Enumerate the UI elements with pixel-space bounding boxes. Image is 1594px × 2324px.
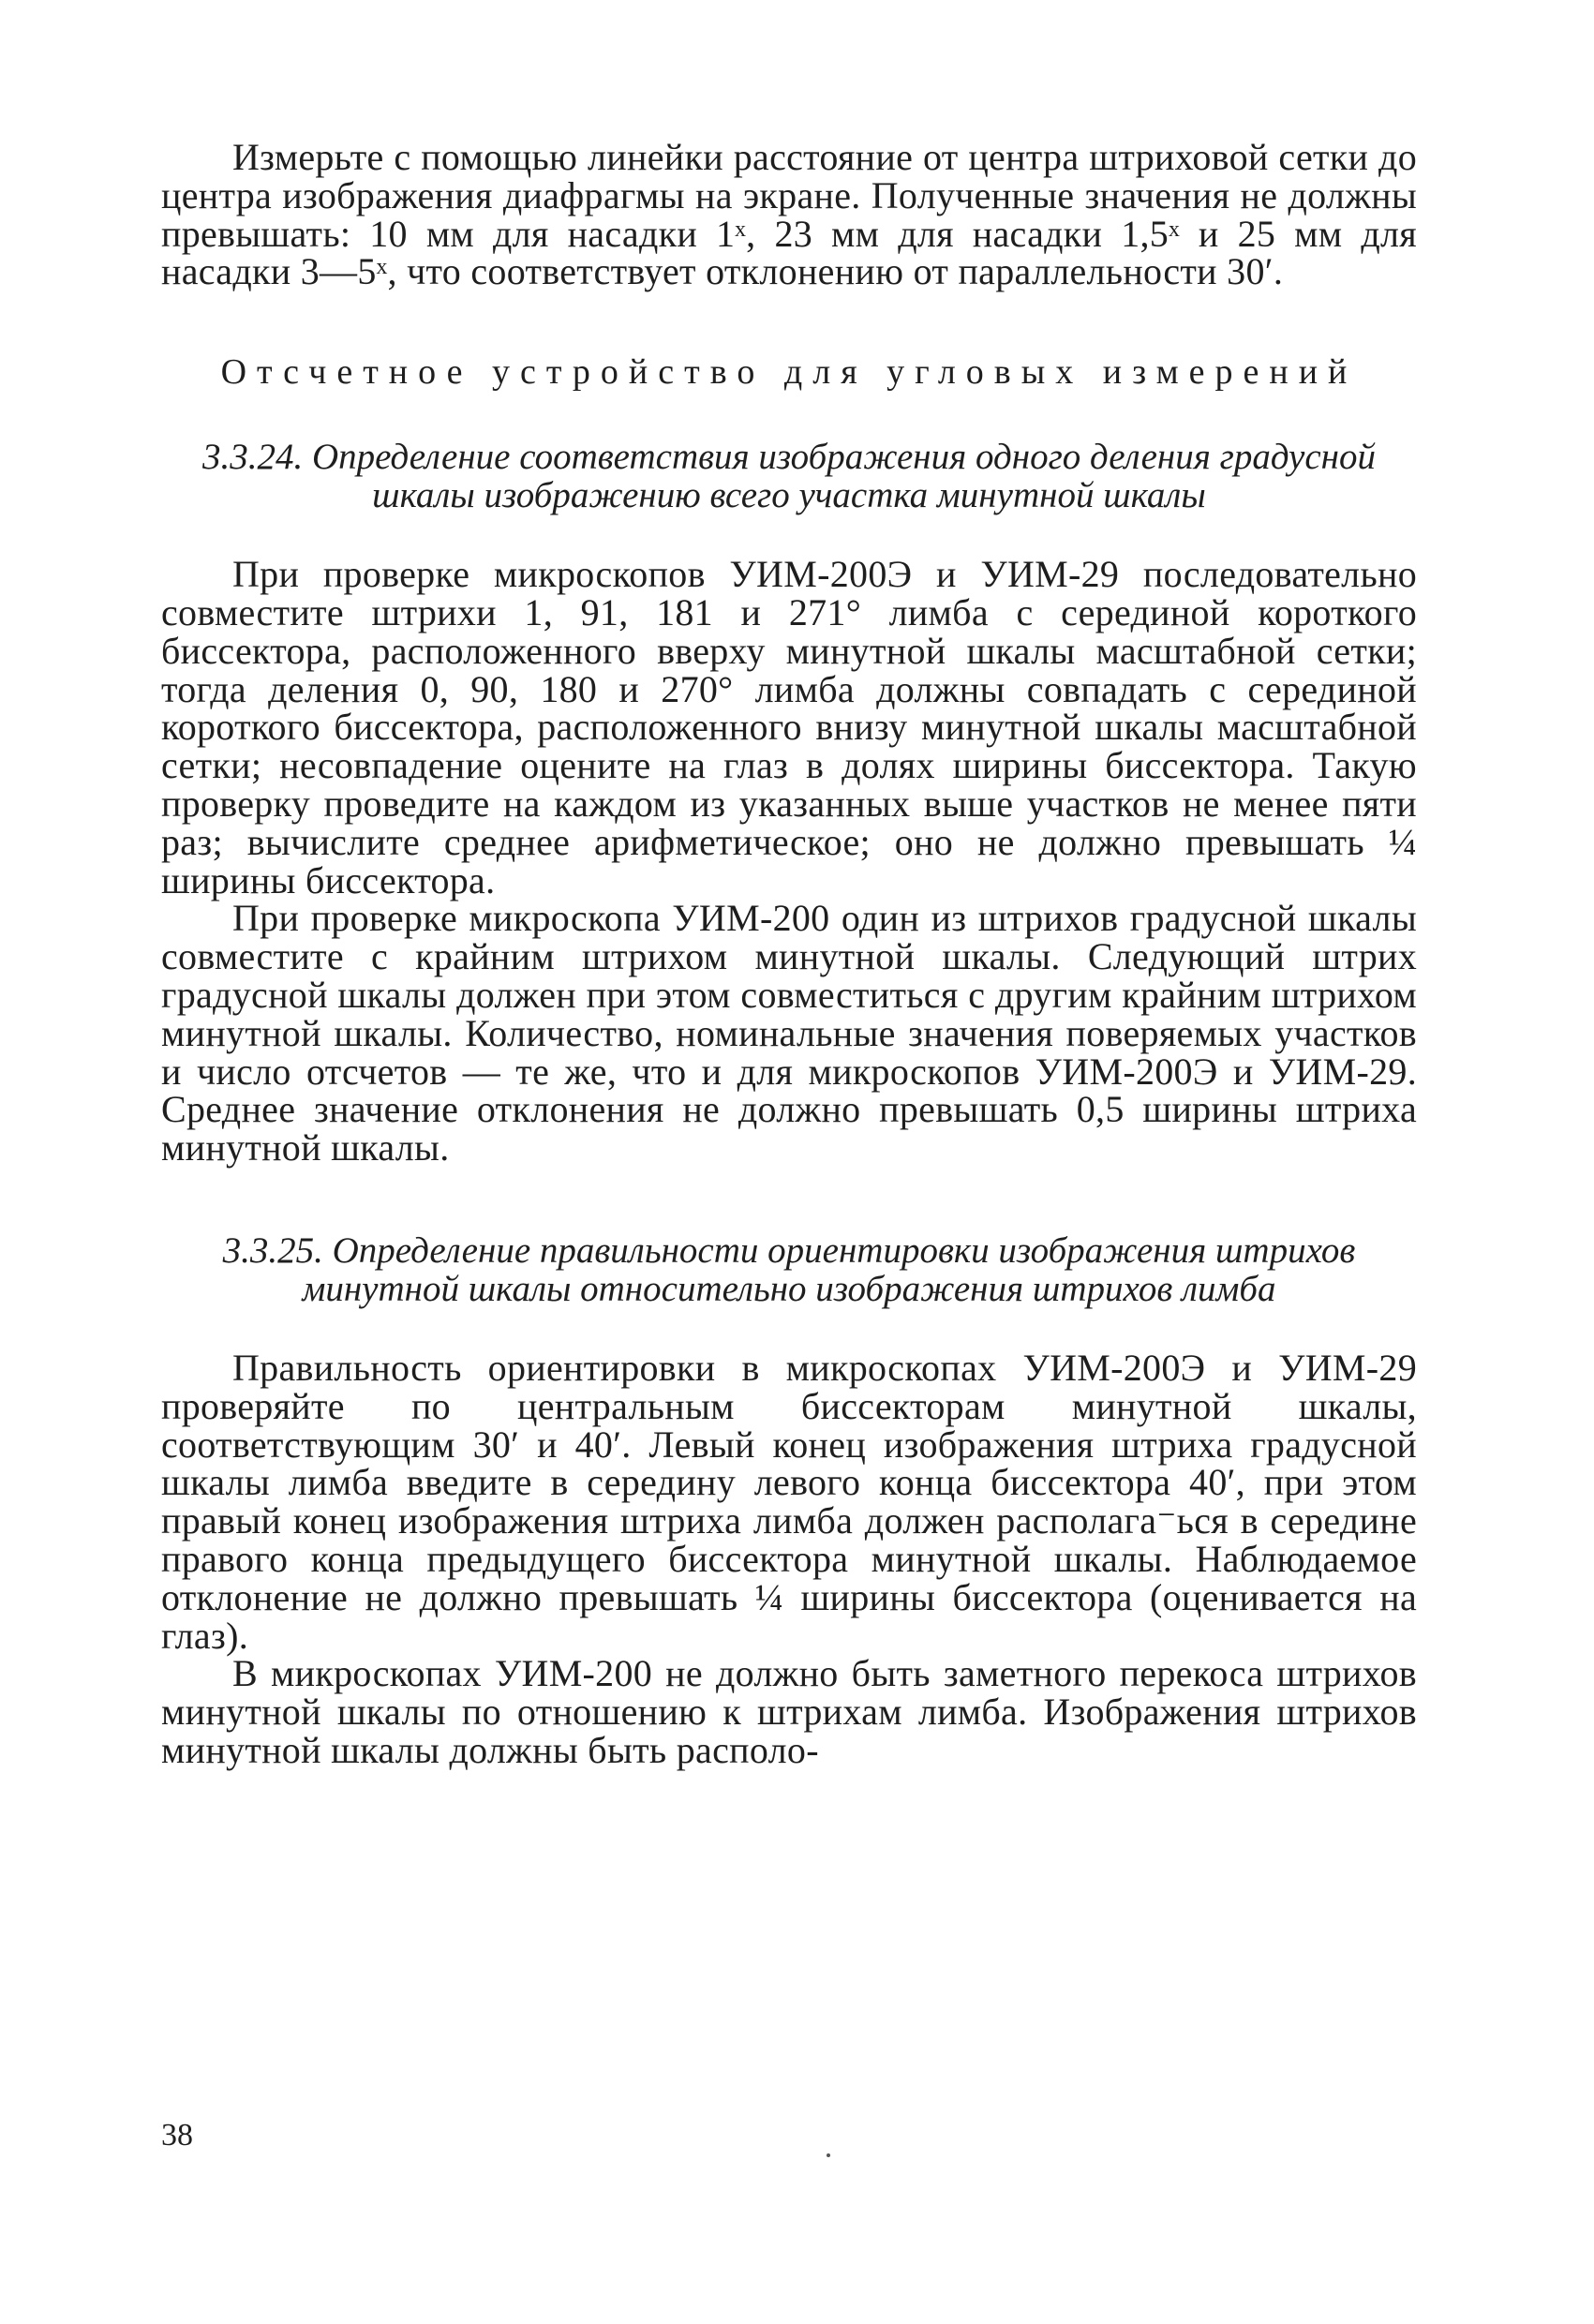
subsection-3-3-24-paragraph-1: При проверке микроскопов УИМ-200Э и УИМ-29 последовательно совместите штрихи 1, 91, 181 и 271° лимба с серединой короткого биссектора, расположенного вверху минутной шкалы масштабной сетки; тогда деления 0, 90, 180 и 270° лимба должны совпадать с серединой короткого биссектора, расположенного внизу минутной шкалы масштабной сетки; несовпадение оцените на глаз в долях ширины биссектора. Такую проверку проведите на каждом из указанных выше участков не менее пяти раз; вычислите среднее арифметическое; оно не должно превышать ¼ ширины биссектора. xyxy=(161,553,1417,901)
page-number: 38 xyxy=(161,2118,193,2153)
subsection-heading-3-3-24: 3.3.24. Определение соответствия изображения одного деления градусной шкалы изображению всего участка минутной шкалы xyxy=(202,437,1376,516)
text-column xyxy=(161,136,1417,1771)
subsection-3-3-25-paragraph-2: В микроскопах УИМ-200 не должно быть заметного перекоса штрихов минутной шкалы по отношению к штрихам лимба. Изображения штрихов минутной шкалы должны быть располо- xyxy=(161,1652,1417,1771)
subsection-3-3-24-paragraph-2: При проверке микроскопа УИМ-200 один из штрихов градусной шкалы совместите с крайним штрихом минутной шкалы. Следующий штрих градусной шкалы должен при этом совместиться с другим крайним штрихом минутной шкалы. Количество, номинальные значения поверяемых участков и число отсчетов — те же, что и для микроскопов УИМ-200Э и УИМ-29. Среднее значение отклонения не должно превышать 0,5 ширины штриха минутной шкалы. xyxy=(161,897,1417,1169)
section-heading: Отсчетное устройство для угловых измерений xyxy=(220,352,1358,393)
print-speck xyxy=(827,2153,830,2157)
subsection-3-3-25-paragraph-1: Правильность ориентировки в микроскопах УИМ-200Э и УИМ-29 проверяйте по центральным биссекторам минутной шкалы, соответствующим 30′ и 40′. Левый конец изображения штриха градусной шкалы лимба введите в середину левого конца биссектора 40′, при этом правый конец изображения штриха лимба должен располага⁻ься в середине правого конца предыдущего биссектора минутной шкалы. Наблюдаемое отклонение не должно превышать ¼ ширины биссектора (оценивается на глаз). xyxy=(161,1346,1417,1657)
subsection-heading-3-3-25: 3.3.25. Определение правильности ориентировки изображения штрихов минутной шкалы относительно изображения штрихов лимба xyxy=(222,1229,1356,1309)
intro-paragraph: Измерьте с помощью линейки расстояние от центра штриховой сетки до центра изображения диафрагмы на экране. Полученные значения не должны превышать: 10 мм для насадки 1ˣ, 23 мм для насадки 1,5ˣ и 25 мм для насадки 3—5ˣ, что соответствует отклонению от параллельности 30′. xyxy=(161,136,1417,293)
